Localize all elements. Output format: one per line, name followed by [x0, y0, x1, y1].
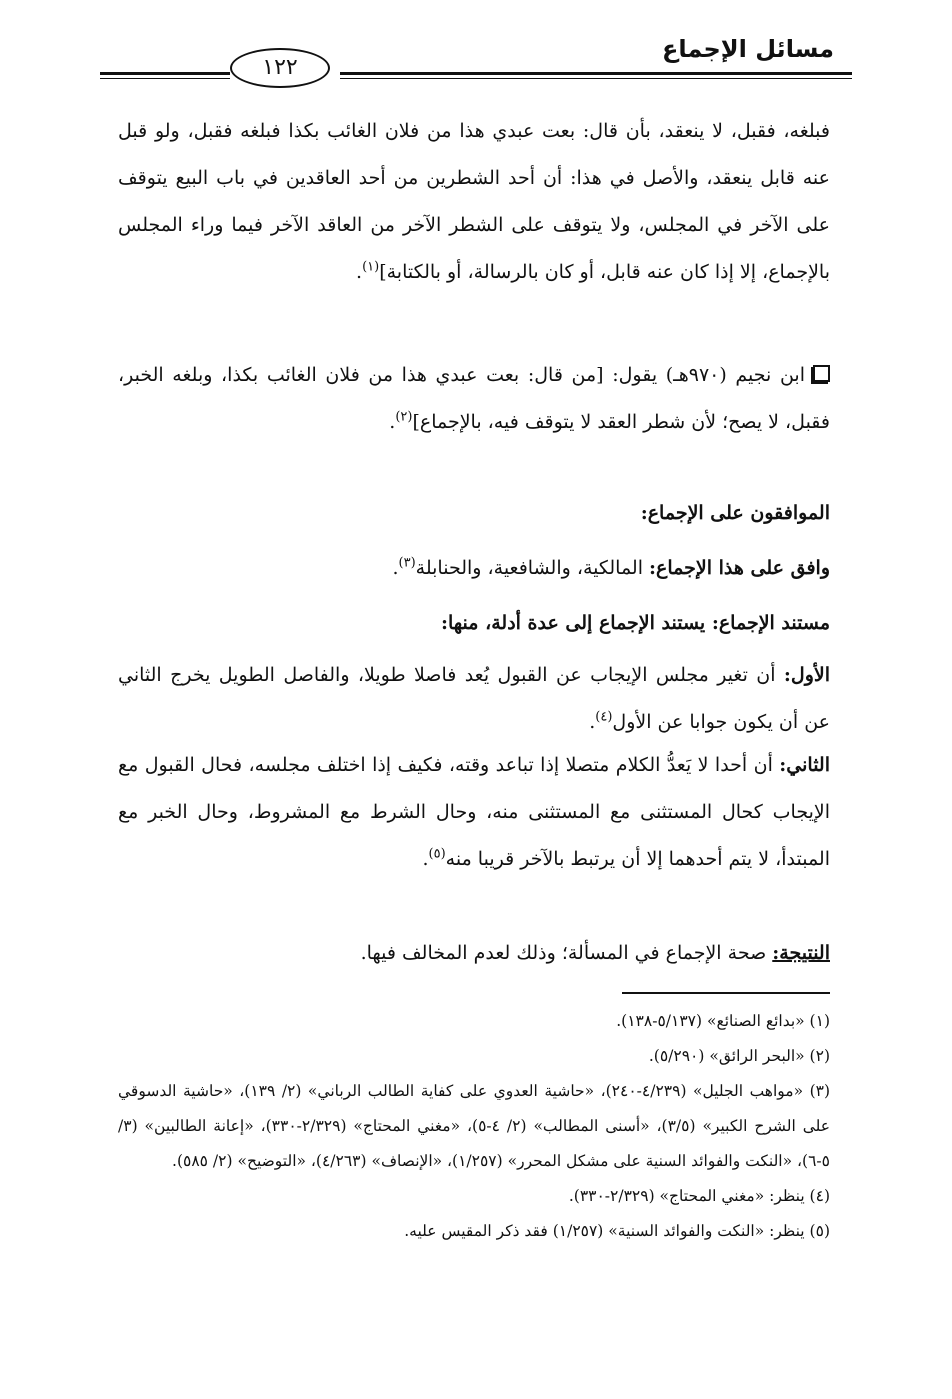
agreeing-text: المالكية، والشافعية، والحنابلة	[415, 557, 650, 579]
first-text: أن تغير مجلس الإيجاب عن القبول يُعد فاصلا طويلا، والفاصل الطويل يخرج الثاني عن أن يكون جوابا عن الأول	[118, 664, 830, 733]
square-bullet-icon	[813, 365, 830, 382]
paragraph-end: .	[392, 557, 399, 579]
header-rule-left-thin	[100, 78, 230, 79]
result-text: صحة الإجماع في المسألة؛ وذلك لعدم المخالف فيها.	[360, 942, 773, 964]
paragraph-end: .	[356, 261, 363, 283]
second-text: أن أحدا لا يَعدُّ الكلام متصلا إذا تباعد وقته، فكيف إذا اختلف مجلسه، فحال القبول مع الإيجاب كحال المستثنى مع المستثنى منه، وحال الشرط مع المشروط، وحال الخبر مع المبتدأ، لا يتم أحدهما إلا أن يرتبط بالآخر قريبا منه	[118, 754, 830, 870]
section-heading: الموافقون على الإجماع:	[640, 502, 830, 524]
result-paragraph	[118, 930, 830, 977]
footnote-ref-2[interactable]: (٢)	[395, 409, 413, 425]
footnote-ref-5[interactable]: (٥)	[428, 846, 446, 862]
footnote-4: (٤) ينظر: «مغني المحتاج» (٢/٣٢٩-٣٣٠).	[568, 1187, 830, 1205]
agreeing-paragraph	[118, 545, 830, 592]
footnote-5: (٥) ينظر: «النكت والفوائد السنية» (١/٢٥٧) فقد ذكر المقيس عليه.	[404, 1222, 830, 1240]
basis-heading	[118, 600, 830, 647]
page-number: ١٢٢	[230, 48, 330, 88]
agreeing-heading	[118, 490, 830, 537]
footnote-1: (١) «بدائع الصنائع» (٥/١٣٧-١٣٨).	[616, 1012, 830, 1030]
second-label: الثاني:	[779, 754, 830, 776]
running-title: مسائل الإجماع	[662, 35, 834, 63]
paragraph-text: ابن نجيم (٩٧٠هـ) يقول: [من قال: بعت عبدي هذا من فلان الغائب بكذا، وبلغه الخبر، فقبل، لا يصح؛ لأن شطر العقد لا يتوقف فيه، بالإجماع]	[118, 364, 830, 433]
footnotes	[118, 1004, 830, 1249]
paragraph-quote-1	[118, 108, 830, 296]
footnote-ref-4[interactable]: (٤)	[595, 709, 613, 725]
header-rule-thin	[340, 78, 852, 79]
footnote-ref-1[interactable]: (١)	[362, 259, 380, 275]
paragraph-end: .	[422, 848, 429, 870]
first-evidence	[118, 652, 830, 746]
footnote-separator	[622, 992, 830, 994]
second-evidence	[118, 742, 830, 883]
footnote-ref-3[interactable]: (٣)	[398, 555, 416, 571]
paragraph-end: .	[589, 711, 596, 733]
agreeing-label: وافق على هذا الإجماع:	[649, 557, 830, 579]
paragraph-quote-2	[118, 352, 830, 446]
footnote-3: (٣) «مواهب الجليل» (٤/٢٣٩-٢٤٠)، «حاشية العدوي على كفاية الطالب الرباني» (٢/ ١٣٩)، «حاشية الدسوقي على الشرح الكبير» (٣/٥)، «أسنى المطالب» (٢/ ٤-٥)، «مغني المحتاج» (٢/٣٢٩-٣٣٠)، «إعانة الطالبين» (٣/ ٥-٦)، «النكت والفوائد السنية على مشكل المحرر» (١/٢٥٧)، «الإنصاف» (٤/٢٦٣)، «التوضيح» (٢/ ٥٨٥).	[118, 1082, 831, 1170]
footnote-2: (٢) «البحر الرائق» (٥/٢٩٠).	[648, 1047, 830, 1065]
result-label: النتيجة:	[772, 942, 830, 964]
paragraph-text: فبلغه، فقبل، لا ينعقد، بأن قال: بعت عبدي هذا من فلان الغائب بكذا فبلغه فقبل، ولو قبل عنه قابل ينعقد، والأصل في هذا: أن أحد الشطرين من أحد العاقدين في باب البيع يتوقف على الآخر في المجلس، ولا يتوقف على الشطر الآخر من العاقد الآخر فيما وراء المجلس بالإجماع، إلا إذا كان عنه قابل، أو كان بالرسالة، أو بالكتابة]	[118, 120, 830, 283]
section-heading: مستند الإجماع: يستند الإجماع إلى عدة أدلة، منها:	[441, 612, 830, 634]
header-rule	[340, 72, 852, 75]
header-rule-left	[100, 72, 230, 75]
page-header	[100, 30, 852, 90]
paragraph-end: .	[389, 411, 396, 433]
first-label: الأول:	[783, 664, 830, 686]
